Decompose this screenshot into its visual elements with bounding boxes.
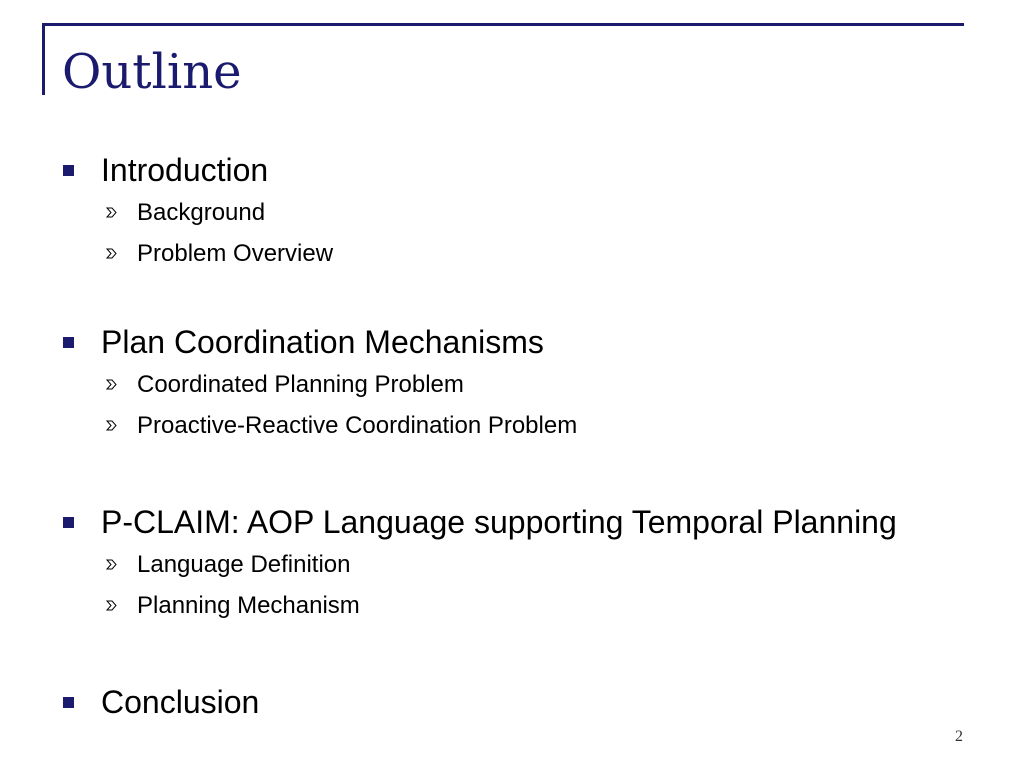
section-label: Plan Coordination Mechanisms bbox=[101, 324, 544, 360]
subsection-item bbox=[0, 409, 900, 443]
section-label: P-CLAIM: AOP Language supporting Temporal Planning bbox=[101, 504, 897, 540]
square-bullet-icon bbox=[63, 337, 74, 348]
title-frame-top-rule bbox=[42, 23, 964, 26]
arrow-bullet-icon bbox=[106, 379, 117, 390]
arrow-bullet-icon bbox=[106, 248, 117, 259]
subsection-label: Problem Overview bbox=[137, 240, 334, 267]
page-number: 2 bbox=[955, 728, 963, 745]
arrow-bullet-icon bbox=[106, 559, 117, 570]
subsection-item bbox=[0, 237, 900, 271]
subsection-label: Language Definition bbox=[137, 551, 351, 578]
subsection-label: Planning Mechanism bbox=[137, 592, 360, 619]
section-label: Introduction bbox=[101, 152, 269, 188]
section-label: Conclusion bbox=[101, 684, 260, 720]
title-frame-left-rule bbox=[42, 23, 45, 95]
square-bullet-icon bbox=[63, 165, 74, 176]
arrow-bullet-icon bbox=[106, 420, 117, 431]
arrow-bullet-icon bbox=[106, 207, 117, 218]
subsection-item bbox=[0, 368, 900, 402]
slide-title: Outline bbox=[62, 44, 242, 100]
subsection-item bbox=[0, 589, 900, 623]
subsection-label: Coordinated Planning Problem bbox=[137, 371, 464, 398]
arrow-bullet-icon bbox=[106, 600, 117, 611]
square-bullet-icon bbox=[63, 697, 74, 708]
subsection-item bbox=[0, 548, 900, 582]
subsection-label: Background bbox=[137, 199, 266, 226]
square-bullet-icon bbox=[63, 517, 74, 528]
subsection-item bbox=[0, 196, 900, 230]
subsection-label: Proactive-Reactive Coordination Problem bbox=[137, 412, 578, 439]
